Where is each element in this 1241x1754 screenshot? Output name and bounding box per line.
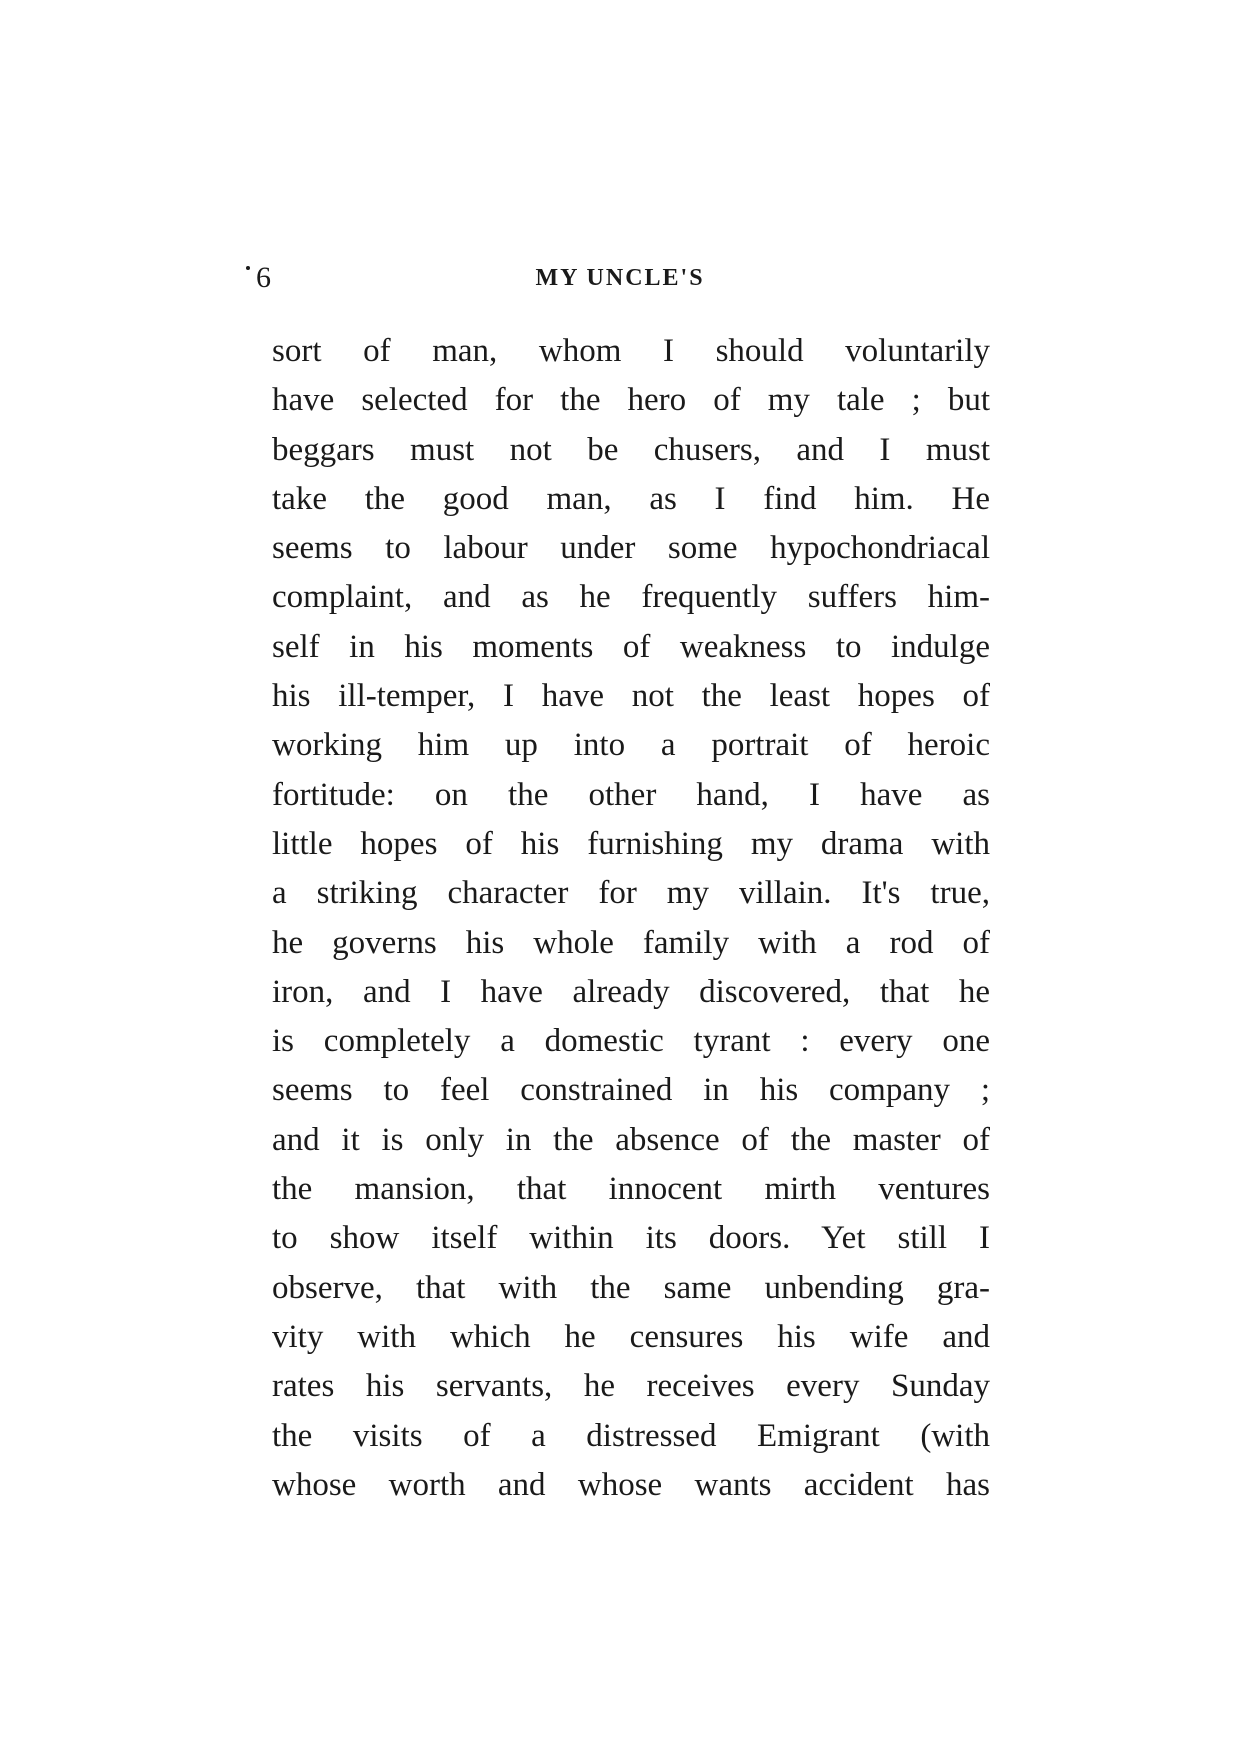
text-line: seems to feel constrained in his company ; bbox=[272, 1072, 990, 1109]
text-line: and it is only in the absence of the master of bbox=[272, 1121, 990, 1158]
text-line: iron, and I have already discovered, that he bbox=[272, 973, 990, 1010]
text-line: the mansion, that innocent mirth ventures bbox=[272, 1171, 990, 1208]
text-line: whose worth and whose wants accident has bbox=[272, 1466, 990, 1503]
text-line: seems to labour under some hypochondriacal bbox=[272, 530, 990, 567]
text-line: little hopes of his furnishing my drama with bbox=[272, 825, 990, 862]
body-text bbox=[272, 327, 990, 1510]
text-line: rates his servants, he receives every Sunday bbox=[272, 1368, 990, 1405]
page-number: 6 bbox=[256, 258, 271, 298]
text-line: beggars must not be chusers, and I must bbox=[272, 431, 990, 468]
text-line: sort of man, whom I should voluntarily bbox=[272, 333, 990, 369]
running-head bbox=[250, 258, 990, 298]
text-line: the visits of a distressed Emigrant (with bbox=[272, 1417, 990, 1454]
text-line: observe, that with the same unbending gra- bbox=[272, 1269, 990, 1306]
text-line: take the good man, as I find him. He bbox=[272, 480, 990, 517]
text-line: working him up into a portrait of heroic bbox=[272, 727, 990, 764]
text-line: have selected for the hero of my tale ; but bbox=[272, 382, 990, 419]
text-line: fortitude: on the other hand, I have as bbox=[272, 776, 990, 813]
text-line: self in his moments of weakness to indulge bbox=[272, 628, 990, 665]
text-line: to show itself within its doors. Yet still I bbox=[272, 1220, 990, 1257]
text-line: vity with which he censures his wife and bbox=[272, 1318, 990, 1355]
text-line: is completely a domestic tyrant : every one bbox=[272, 1023, 990, 1060]
text-line: his ill-temper, I have not the least hopes of bbox=[272, 678, 990, 715]
running-title: MY UNCLE'S bbox=[535, 265, 705, 291]
text-line: he governs his whole family with a rod of bbox=[272, 924, 990, 961]
text-line: complaint, and as he frequently suffers him- bbox=[272, 579, 990, 616]
text-line: a striking character for my villain. It's true, bbox=[272, 875, 990, 912]
